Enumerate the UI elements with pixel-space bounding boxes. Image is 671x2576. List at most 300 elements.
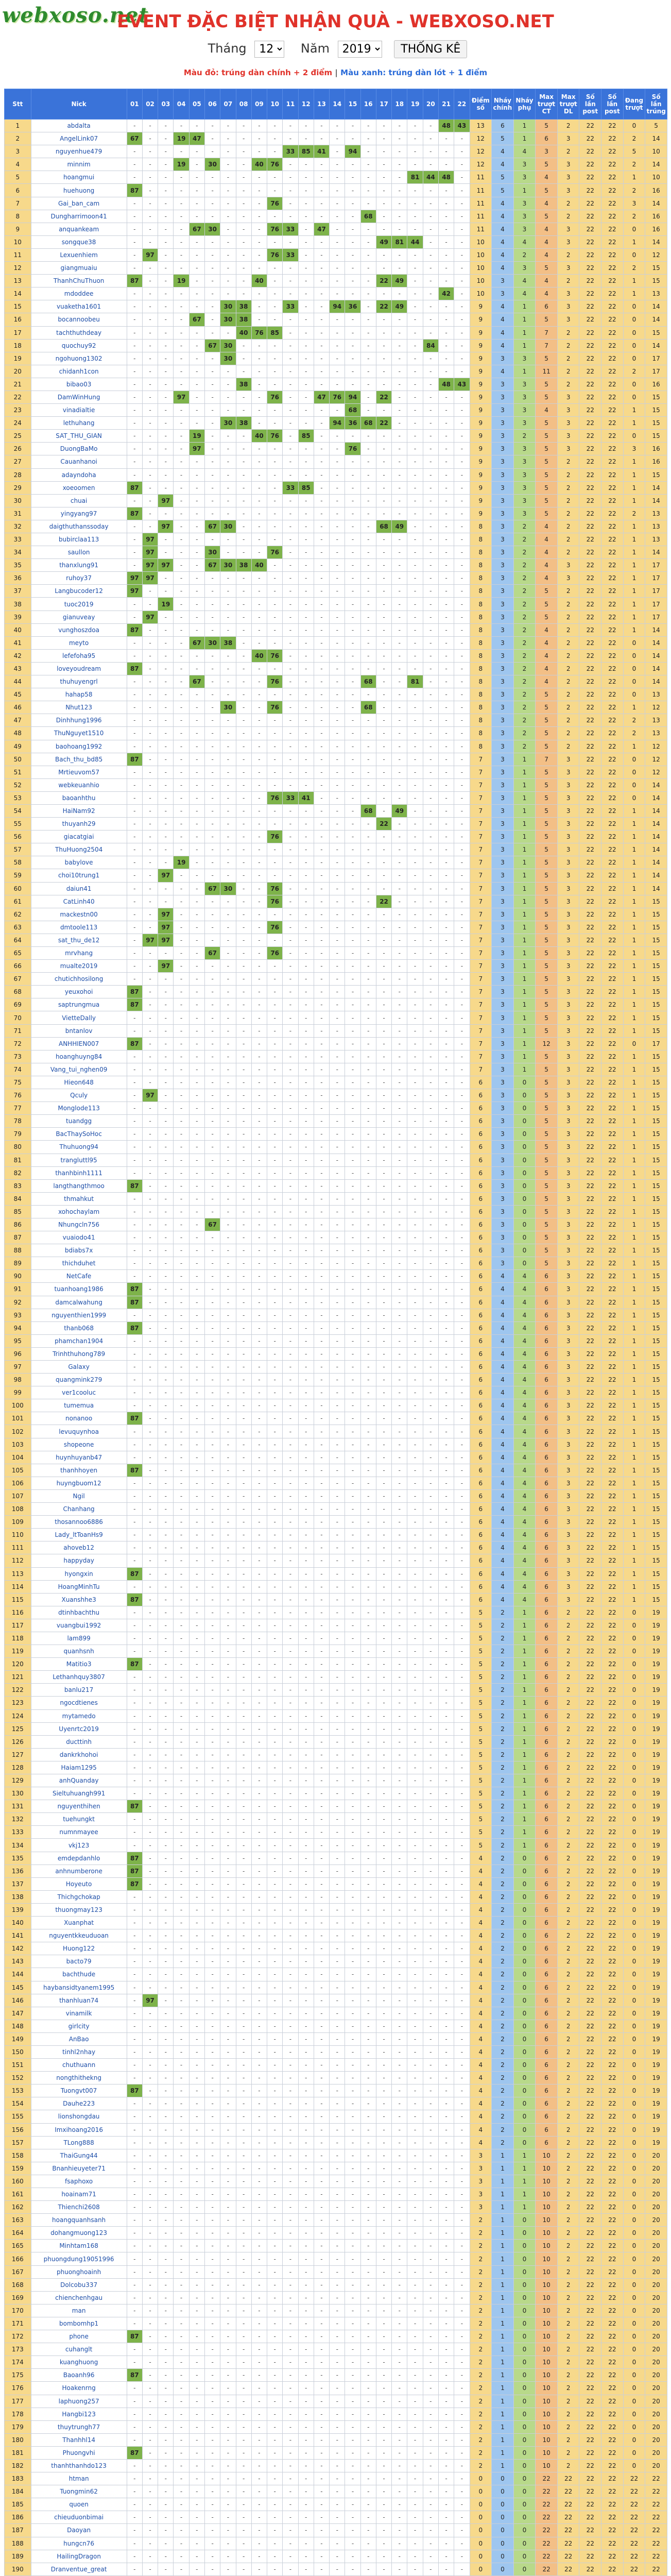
nick-link[interactable]: quanhsnh [31, 1645, 127, 1658]
nick-link[interactable]: Matitio3 [31, 1658, 127, 1671]
day-cell: - [251, 1748, 267, 1761]
day-cell: - [454, 365, 470, 378]
day-cell: 33 [283, 223, 298, 235]
day-cell: - [454, 662, 470, 675]
nick-link[interactable]: thosannoo6886 [31, 1516, 127, 1529]
nick-link[interactable]: anhQuanday [31, 1774, 127, 1787]
nick-link[interactable]: saullon [31, 546, 127, 559]
nick-link[interactable]: Haiam1295 [31, 1761, 127, 1774]
nick-link[interactable]: Lethanhquy3807 [31, 1671, 127, 1684]
stat-cell: 15 [645, 1050, 667, 1063]
nick-link[interactable]: thanhhoyen [31, 1464, 127, 1477]
nick-link[interactable]: phamchan1904 [31, 1334, 127, 1347]
day-cell: - [204, 572, 220, 585]
nick-link[interactable]: lethuhang [31, 417, 127, 430]
stat-cell: 4 [513, 1516, 536, 1529]
nick-link[interactable]: mualte2019 [31, 960, 127, 973]
stat-cell: 13 [645, 727, 667, 740]
nick-link[interactable]: banlu217 [31, 1684, 127, 1697]
nick-link[interactable]: Sieltuhuangh991 [31, 1787, 127, 1800]
nick-link[interactable]: Trinhthuhong789 [31, 1347, 127, 1360]
nick-link[interactable]: bdiabs7x [31, 1244, 127, 1257]
nick-link[interactable]: Huong122 [31, 1942, 127, 1955]
day-cell: - [298, 300, 314, 313]
nick-link[interactable]: thuongmay123 [31, 1903, 127, 1916]
nick-link[interactable]: thanhluan74 [31, 1994, 127, 2007]
nick-link[interactable]: huehuong [31, 184, 127, 197]
nick-link[interactable]: chidanh1con [31, 365, 127, 378]
nick-link[interactable]: nguyenthien1999 [31, 1309, 127, 1321]
day-cell: - [314, 1929, 329, 1942]
day-cell: - [174, 753, 189, 766]
nick-link[interactable]: Langbucoder12 [31, 585, 127, 598]
site-logo[interactable]: webxoso.net [2, 3, 149, 27]
nick-link[interactable]: Thichgchokap [31, 1890, 127, 1903]
table-row [5, 223, 667, 235]
stat-cell: 1 [623, 1154, 645, 1166]
nick-link[interactable]: dtinhbachthu [31, 1606, 127, 1619]
nick-link[interactable]: yeuxohoi [31, 986, 127, 998]
day-cell: - [251, 391, 267, 403]
day-cell: - [204, 1903, 220, 1916]
day-cell: - [330, 1787, 345, 1800]
day-cell: - [376, 831, 391, 843]
day-cell: - [360, 1270, 376, 1283]
nick-link[interactable]: SAT_THU_GIAN [31, 430, 127, 443]
stat-cell: 1 [623, 1361, 645, 1374]
day-cell: - [407, 843, 423, 856]
day-cell: - [345, 430, 360, 443]
day-cell: - [376, 132, 391, 145]
stat-cell: 22 [579, 1929, 601, 1942]
day-cell: - [392, 197, 407, 210]
day-cell: - [283, 1179, 298, 1192]
nick-link[interactable]: baoanhthu [31, 791, 127, 804]
nick-link[interactable]: NetCafe [31, 1270, 127, 1283]
nick-link[interactable]: abdalta [31, 120, 127, 132]
day-cell: - [360, 598, 376, 611]
day-cell: - [236, 520, 251, 533]
stat-cell: 22 [601, 598, 624, 611]
rank-cell: 132 [5, 1813, 31, 1826]
day-cell: - [174, 1154, 189, 1166]
rank-cell: 112 [5, 1554, 31, 1567]
stat-cell: 6 [536, 1968, 558, 1981]
nick-link[interactable]: trangluttl95 [31, 1154, 127, 1166]
nick-link[interactable]: thanb068 [31, 1321, 127, 1334]
stat-cell: 0 [513, 1179, 536, 1192]
stat-cell: 22 [601, 1942, 624, 1955]
nick-link[interactable]: DuongBaMo [31, 443, 127, 455]
rank-cell: 89 [5, 1257, 31, 1270]
day-cell: - [174, 443, 189, 455]
day-cell: - [283, 1386, 298, 1399]
nick-link[interactable]: hoanghuyng84 [31, 1050, 127, 1063]
stat-cell: 22 [601, 1361, 624, 1374]
stat-cell: 22 [579, 352, 601, 365]
nick-link[interactable]: mackestn00 [31, 908, 127, 921]
nick-link[interactable]: loveyoudream [31, 662, 127, 675]
nick-link[interactable]: thuhuyengrl [31, 675, 127, 688]
day-cell: - [283, 1503, 298, 1516]
day-cell: - [267, 1179, 283, 1192]
day-cell: - [158, 1141, 174, 1154]
nick-link[interactable]: Galaxy [31, 1361, 127, 1374]
nick-link[interactable]: xoeoomen [31, 481, 127, 494]
nick-link[interactable]: emdepdanhlo [31, 1852, 127, 1865]
day-cell: - [314, 1813, 329, 1826]
nick-link[interactable]: Qculy [31, 1089, 127, 1102]
nick-link[interactable]: ANHHIEN007 [31, 1037, 127, 1050]
nick-link[interactable]: hoangmui [31, 171, 127, 184]
nick-link[interactable]: thuyanh29 [31, 818, 127, 831]
stat-cell: 5 [536, 701, 558, 714]
day-cell: - [142, 843, 158, 856]
nick-link[interactable]: nguyenthihen [31, 1800, 127, 1813]
stat-cell: 22 [579, 1192, 601, 1205]
nick-link[interactable]: mytamedo [31, 1709, 127, 1722]
nick-link[interactable]: tuandgg [31, 1115, 127, 1128]
nick-link[interactable]: levuquynhoa [31, 1425, 127, 1438]
day-cell: - [330, 611, 345, 623]
day-cell: - [174, 1554, 189, 1567]
day-cell: - [438, 908, 454, 921]
day-cell: - [174, 1218, 189, 1231]
day-cell: - [174, 1929, 189, 1942]
day-cell: - [220, 1115, 236, 1128]
nick-link[interactable]: babylove [31, 856, 127, 869]
statistics-button[interactable]: THỐNG KÊ [394, 40, 467, 58]
stat-cell: 5 [536, 947, 558, 960]
nick-link[interactable]: vuangbui1992 [31, 1619, 127, 1632]
stat-cell: 22 [601, 921, 624, 934]
nick-link[interactable]: Lady_ltToanHs9 [31, 1529, 127, 1541]
day-cell: - [360, 559, 376, 572]
nick-link[interactable]: ahoveb12 [31, 1541, 127, 1554]
nick-link[interactable]: Cauanhanoi [31, 455, 127, 468]
nick-link[interactable]: thichduhet [31, 1257, 127, 1270]
day-cell: - [142, 1231, 158, 1244]
nick-link[interactable]: VietteDally [31, 1011, 127, 1024]
nick-link[interactable]: thmahkut [31, 1192, 127, 1205]
nick-link[interactable]: hyongxin [31, 1567, 127, 1580]
day-cell: - [407, 1102, 423, 1115]
day-cell: - [314, 869, 329, 882]
day-cell: - [204, 1826, 220, 1839]
nick-link[interactable]: quochuy92 [31, 339, 127, 352]
nick-link[interactable]: Ngil [31, 1489, 127, 1502]
day-cell: - [345, 934, 360, 946]
day-cell: - [204, 1645, 220, 1658]
nick-link[interactable]: huynhuyanb47 [31, 1451, 127, 1464]
nick-link[interactable]: nonanoo [31, 1412, 127, 1425]
nick-link[interactable]: lam899 [31, 1632, 127, 1645]
nick-link[interactable]: daigthuthanssoday [31, 520, 127, 533]
nick-link[interactable]: bachthude [31, 1968, 127, 1981]
stat-cell: 3 [557, 1024, 579, 1037]
rank-cell: 53 [5, 791, 31, 804]
day-cell: - [204, 287, 220, 300]
nick-link[interactable]: Monglode113 [31, 1102, 127, 1115]
nick-link[interactable]: vinadialtie [31, 404, 127, 417]
nick-link[interactable]: adayndoha [31, 468, 127, 481]
nick-link[interactable]: Xuanshhe3 [31, 1593, 127, 1606]
nick-link[interactable]: Xuanphat [31, 1917, 127, 1929]
day-cell: - [360, 1709, 376, 1722]
nick-link[interactable]: Thuhuong94 [31, 1141, 127, 1154]
nick-link[interactable]: mdoddee [31, 287, 127, 300]
nick-link[interactable]: tumemua [31, 1399, 127, 1412]
day-cell: - [251, 636, 267, 649]
stat-cell: 5 [470, 1839, 492, 1852]
day-cell: - [251, 843, 267, 856]
nick-link[interactable]: Vang_tui_nghen09 [31, 1063, 127, 1076]
nick-link[interactable]: sat_thu_de12 [31, 934, 127, 946]
nick-link[interactable]: langthangthmoo [31, 1179, 127, 1192]
stat-cell: 0 [623, 1735, 645, 1748]
nick-link[interactable]: tachthuthdeay [31, 326, 127, 339]
nick-link[interactable]: CatLinh40 [31, 895, 127, 908]
rank-cell: 139 [5, 1903, 31, 1916]
nick-link[interactable]: bubirclaa113 [31, 533, 127, 546]
day-cell: - [298, 262, 314, 275]
day-cell: - [314, 1593, 329, 1606]
day-cell: - [360, 1761, 376, 1774]
nick-link[interactable]: Chanhang [31, 1503, 127, 1516]
nick-link[interactable]: bibao03 [31, 378, 127, 391]
nick-link[interactable]: daiun41 [31, 882, 127, 895]
day-cell: - [314, 947, 329, 960]
day-cell: 87 [127, 1037, 142, 1050]
column-header: 08 [236, 89, 251, 120]
nick-link[interactable]: meyto [31, 636, 127, 649]
nick-link[interactable]: quangmink279 [31, 1374, 127, 1386]
day-cell: - [423, 404, 438, 417]
day-cell: - [298, 1658, 314, 1671]
nick-link[interactable]: thanxlung91 [31, 559, 127, 572]
day-cell: - [376, 908, 391, 921]
day-cell: - [220, 1994, 236, 2007]
stat-cell: 3 [492, 895, 514, 908]
month-select[interactable] [254, 41, 284, 58]
day-cell: - [251, 1645, 267, 1658]
day-cell: - [345, 365, 360, 378]
nick-link[interactable]: Mrtieuvom57 [31, 766, 127, 778]
day-cell: - [438, 1619, 454, 1632]
year-select[interactable] [338, 41, 382, 58]
stat-cell: 0 [623, 223, 645, 235]
stat-cell: 4 [513, 1361, 536, 1374]
stat-cell: 0 [623, 1748, 645, 1761]
stat-cell: 0 [623, 675, 645, 688]
stat-cell: 22 [579, 520, 601, 533]
nick-link[interactable]: thanhbinh1111 [31, 1166, 127, 1179]
day-cell: - [236, 1968, 251, 1981]
nick-link[interactable]: ThuNguyet1510 [31, 727, 127, 740]
nick-link[interactable]: vuaketha1601 [31, 300, 127, 313]
nick-link[interactable]: webkeuanhio [31, 778, 127, 791]
day-cell: - [376, 1865, 391, 1877]
nick-link[interactable]: choi10trung1 [31, 869, 127, 882]
nick-link[interactable]: vuaiodo41 [31, 1231, 127, 1244]
nick-link[interactable]: damcalwahung [31, 1296, 127, 1309]
day-cell: - [454, 1929, 470, 1942]
nick-link[interactable]: ver1cooluc [31, 1386, 127, 1399]
nick-link[interactable]: nguyentkkeuduoan [31, 1929, 127, 1942]
day-cell: - [267, 856, 283, 869]
nick-link[interactable]: tuanhoang1986 [31, 1283, 127, 1296]
day-cell: - [314, 1968, 329, 1981]
day-cell: - [438, 145, 454, 158]
day-cell: - [438, 1503, 454, 1516]
nick-link[interactable]: HoangMinhTu [31, 1580, 127, 1593]
stat-cell: 1 [513, 843, 536, 856]
nick-link[interactable]: nguyenhue479 [31, 145, 127, 158]
column-header: 09 [251, 89, 267, 120]
day-cell: - [438, 1154, 454, 1166]
nick-link[interactable]: mrvhang [31, 947, 127, 960]
nick-link[interactable]: Lexuenhiem [31, 248, 127, 261]
nick-link[interactable]: happyday [31, 1554, 127, 1567]
day-cell: - [423, 611, 438, 623]
day-cell: - [267, 1981, 283, 1994]
nick-link[interactable]: xohochaylam [31, 1205, 127, 1218]
day-cell: - [158, 649, 174, 662]
nick-link[interactable]: bocannoobeu [31, 313, 127, 326]
nick-link[interactable]: Uyenrtc2019 [31, 1722, 127, 1735]
nick-link[interactable]: Hoyeuto [31, 1877, 127, 1890]
day-cell: - [454, 1477, 470, 1489]
nick-link[interactable]: gianuveay [31, 611, 127, 623]
day-cell: - [220, 740, 236, 753]
day-cell: - [174, 1852, 189, 1865]
rank-cell: 50 [5, 753, 31, 766]
nick-link[interactable]: ThanhChuThuon [31, 275, 127, 287]
day-cell: - [298, 1024, 314, 1037]
stat-cell: 4 [492, 197, 514, 210]
nick-link[interactable]: vkj123 [31, 1839, 127, 1852]
day-cell: - [314, 1076, 329, 1089]
nick-link[interactable]: haybansidtyanem1995 [31, 1981, 127, 1994]
stat-cell: 15 [645, 262, 667, 275]
day-cell: - [127, 197, 142, 210]
nick-link[interactable]: minnim [31, 158, 127, 171]
nick-link[interactable]: dankrkhohoi [31, 1748, 127, 1761]
stat-cell: 5 [470, 1761, 492, 1774]
day-cell: - [236, 1477, 251, 1489]
stat-cell: 5 [536, 766, 558, 778]
day-cell: - [236, 1787, 251, 1800]
day-cell: - [267, 662, 283, 675]
nick-link[interactable]: Bach_thu_bd85 [31, 753, 127, 766]
nick-link[interactable]: shopeone [31, 1438, 127, 1451]
nick-link[interactable]: saptrungmua [31, 998, 127, 1011]
day-cell: - [423, 1787, 438, 1800]
nick-link[interactable]: BacThaySoHoc [31, 1128, 127, 1141]
day-cell: - [330, 791, 345, 804]
day-cell: - [158, 1205, 174, 1218]
nick-link[interactable]: AngelLink07 [31, 132, 127, 145]
nick-link[interactable]: anhnumberone [31, 1865, 127, 1877]
day-cell: - [267, 998, 283, 1011]
nick-link[interactable]: Gai_ban_cam [31, 197, 127, 210]
day-cell: - [407, 352, 423, 365]
nick-link[interactable]: dmtoole113 [31, 921, 127, 934]
nick-link[interactable]: chuai [31, 494, 127, 507]
nick-link[interactable]: tuehungkt [31, 1813, 127, 1826]
nick-link[interactable]: giangmuaiu [31, 262, 127, 275]
day-cell: - [407, 430, 423, 443]
column-header: 11 [283, 89, 298, 120]
nick-link[interactable]: lefefoha95 [31, 649, 127, 662]
day-cell: - [345, 1334, 360, 1347]
nick-link[interactable]: anquankeam [31, 223, 127, 235]
nick-link[interactable]: tuoc2019 [31, 598, 127, 611]
nick-link[interactable]: yingyang97 [31, 507, 127, 520]
stat-cell: 3 [557, 1593, 579, 1606]
nick-link[interactable]: hahap58 [31, 688, 127, 701]
stat-cell: 11 [470, 223, 492, 235]
day-cell: - [142, 1321, 158, 1334]
nick-link[interactable]: vunghoszdoa [31, 623, 127, 636]
day-cell: 94 [330, 300, 345, 313]
day-cell: - [360, 1438, 376, 1451]
day-cell: - [330, 1477, 345, 1489]
nick-link[interactable]: Hieon648 [31, 1076, 127, 1089]
stat-cell: 3 [557, 1580, 579, 1593]
day-cell: - [407, 649, 423, 662]
nick-link[interactable]: Nhungcln756 [31, 1218, 127, 1231]
nick-link[interactable]: Dinhhung1996 [31, 714, 127, 727]
day-cell: - [204, 1309, 220, 1321]
nick-link[interactable]: ThuHuong2504 [31, 843, 127, 856]
day-cell: - [158, 1671, 174, 1684]
day-cell: - [314, 908, 329, 921]
nick-link[interactable]: huyngbuom12 [31, 1477, 127, 1489]
nick-link[interactable]: ruhoy37 [31, 572, 127, 585]
day-cell: - [298, 455, 314, 468]
nick-link[interactable]: Dungharrimoon41 [31, 210, 127, 223]
day-cell: - [189, 1903, 204, 1916]
nick-link[interactable]: baohoang1992 [31, 740, 127, 753]
nick-link[interactable]: ducttinh [31, 1735, 127, 1748]
nick-link[interactable]: HaiNam92 [31, 804, 127, 817]
column-header: Max trượt DL [557, 89, 579, 120]
day-cell: - [189, 662, 204, 675]
nick-link[interactable]: DamWinHung [31, 391, 127, 403]
stat-cell: 5 [470, 1671, 492, 1684]
stat-cell: 9 [470, 391, 492, 403]
stat-cell: 11 [470, 197, 492, 210]
day-cell: - [204, 1102, 220, 1115]
nick-link[interactable]: chutichhosilong [31, 973, 127, 986]
stat-cell: 0 [623, 1037, 645, 1050]
table-row [5, 1813, 667, 1826]
nick-link[interactable]: Nhut123 [31, 701, 127, 714]
nick-link[interactable]: songque38 [31, 235, 127, 248]
stat-cell: 12 [470, 145, 492, 158]
table-row [5, 1684, 667, 1697]
nick-link[interactable]: bntanlov [31, 1024, 127, 1037]
day-cell: - [251, 973, 267, 986]
day-cell: - [407, 507, 423, 520]
nick-link[interactable]: bacto79 [31, 1955, 127, 1968]
day-cell: - [345, 1374, 360, 1386]
nick-link[interactable]: giacatgiai [31, 831, 127, 843]
nick-link[interactable]: ngocdtienes [31, 1697, 127, 1709]
nick-link[interactable]: numnmayee [31, 1826, 127, 1839]
nick-link[interactable]: ngohuong1302 [31, 352, 127, 365]
